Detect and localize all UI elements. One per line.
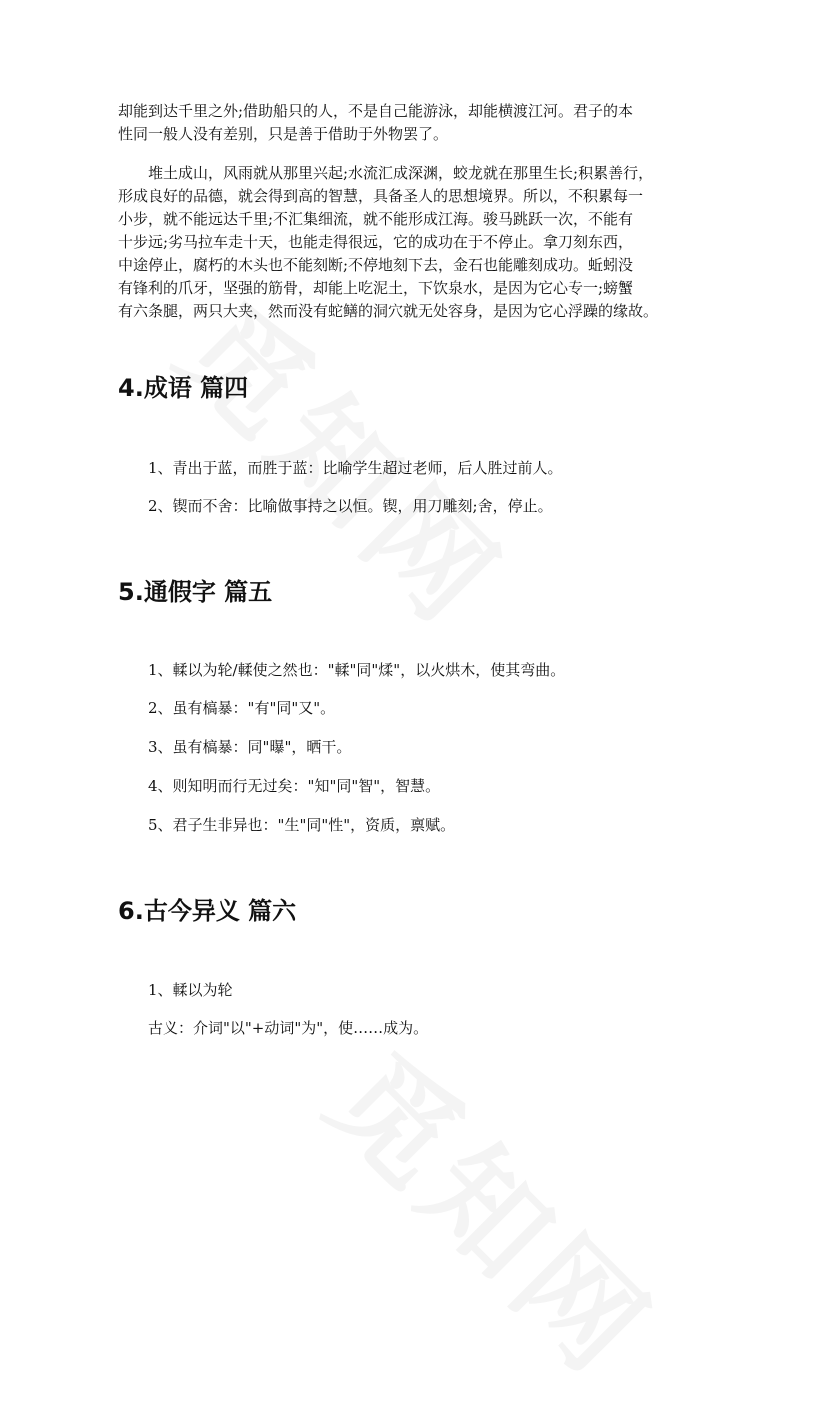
watermark bbox=[298, 1010, 695, 1407]
list-item: 5、君子生非异也："生"同"性"，资质，禀赋。 bbox=[148, 816, 456, 834]
list-item: 古义：介词"以"+动词"为"，使……成为。 bbox=[148, 1019, 429, 1037]
paragraph-line: 有锋利的爪牙，坚强的筋骨，却能上吃泥土，下饮泉水，是因为它心专一;螃蟹 bbox=[118, 279, 634, 297]
paragraph-line: 性同一般人没有差别，只是善于借助于外物罢了。 bbox=[118, 125, 449, 143]
list-item: 2、虽有槁暴："有"同"又"。 bbox=[148, 699, 336, 717]
section-heading: 4.成语 篇四 bbox=[118, 374, 249, 402]
list-item: 1、青出于蓝，而胜于蓝：比喻学生超过老师，后人胜过前人。 bbox=[148, 459, 563, 477]
paragraph-line: 中途停止，腐朽的木头也不能刻断;不停地刻下去，金石也能雕刻成功。蚯蚓没 bbox=[118, 256, 634, 274]
paragraph-line: 堆土成山，风雨就从那里兴起;水流汇成深渊，蛟龙就在那里生长;积累善行， bbox=[148, 164, 654, 182]
paragraph-line: 有六条腿，两只大夹，然而没有蛇鳝的洞穴就无处容身，是因为它心浮躁的缘故。 bbox=[118, 302, 659, 320]
section-heading: 5.通假字 篇五 bbox=[118, 578, 273, 606]
list-item: 3、虽有槁暴：同"曝"，晒干。 bbox=[148, 738, 352, 756]
section-heading: 6.古今异义 篇六 bbox=[118, 897, 297, 925]
list-item: 4、则知明而行无过矣："知"同"智"，智慧。 bbox=[148, 777, 441, 795]
list-item: 1、輮以为轮 bbox=[148, 981, 233, 999]
list-item: 2、锲而不舍：比喻做事持之以恒。锲，用刀雕刻;舍，停止。 bbox=[148, 497, 553, 515]
paragraph-line: 形成良好的品德，就会得到高的智慧，具备圣人的思想境界。所以，不积累每一 bbox=[118, 187, 644, 205]
paragraph-line: 十步远;劣马拉车走十天，也能走得很远，它的成功在于不停止。拿刀刻东西， bbox=[118, 233, 634, 251]
paragraph-line: 小步，就不能远达千里;不汇集细流，就不能形成江海。骏马跳跃一次，不能有 bbox=[118, 210, 634, 228]
list-item: 1、輮以为轮/輮使之然也："輮"同"煣"，以火烘木，使其弯曲。 bbox=[148, 661, 566, 679]
paragraph-line: 却能到达千里之外;借助船只的人，不是自己能游泳，却能横渡江河。君子的本 bbox=[118, 102, 634, 120]
